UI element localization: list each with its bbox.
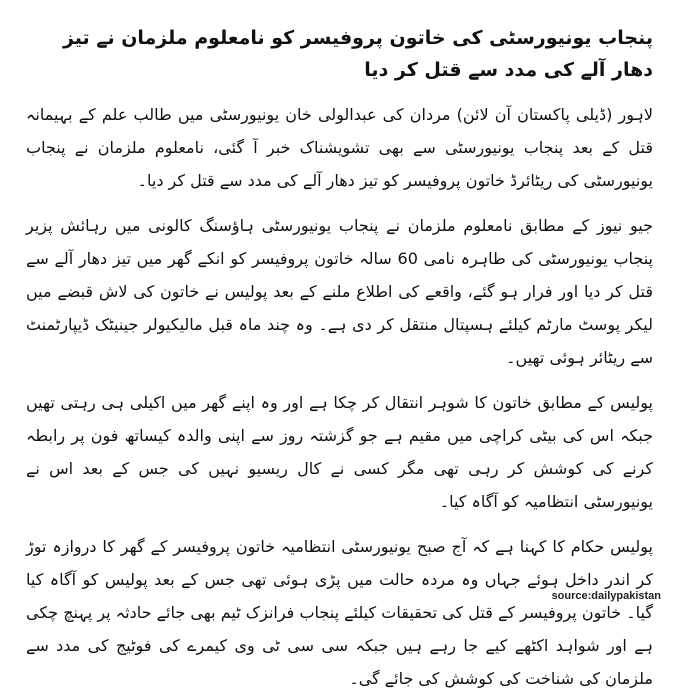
article-paragraph-2: جیو نیوز کے مطابق نامعلوم ملزمان نے پنجاب یونیورسٹی ہاؤسنگ کالونی میں رہائش پزیر پنجاب یونیورسٹی کی طاہرہ نامی 60 سالہ خاتون پروفیسر کو انکے گھر میں تیز دھار آلے سے قتل کر دیا اور فرار ہو گئے، واقعے کی اطلاع ملنے کے بعد پولیس نے خاتون کی لاش قبضے میں لیکر پوسٹ مارٹم کیلئے ہسپتال منتقل کر دی ہے۔ وہ چند ماہ قبل مالیکیولر جینیٹک ڈیپارٹمنٹ سے ریٹائر ہوئی تھیں۔ [26,216,654,367]
article-paragraph-4: پولیس حکام کا کہنا ہے کہ آج صبح یونیورسٹی انتظامیہ خاتون پروفیسر کے گھر کا دروازہ توڑ کر اندر داخل ہوئے جہاں وہ مردہ حالت میں پڑی ہوئی تھی جس کے بعد پولیس کو آگاہ کیا گیا۔ خاتون پروفیسر کے قتل کی تحقیقات کیلئے پنجاب فرانزک ٹیم بھی جائے حادثہ پر پہنچ چکی ہے اور شواہد اکٹھے کیے جا رہے ہیں جبکہ سی سی ٹی وی کیمرے کی فوٹیج کی مدد سے ملزمان کی شناخت کی کوشش کی جائے گی۔ [26,537,654,688]
article-paragraph-3: پولیس کے مطابق خاتون کا شوہر انتقال کر چکا ہے اور وہ اپنے گھر میں اکیلی ہی رہتی تھیں جبکہ اس کی بیٹی کراچی میں مقیم ہے جو گزشتہ روز سے اپنی والدہ کیساتھ فون پر رابطہ کرنے کی کوشش کر رہی تھی مگر کسی نے کال ریسیو نہیں کی جس کے بعد اس نے یونیورسٹی انتظامیہ کو آگاہ کیا۔ [26,393,653,511]
article-paragraph-1: لاہور (ڈیلی پاکستان آن لائن) مردان کی عبدالولی خان یونیورسٹی میں طالب علم کے بہیمانہ قتل کے بعد پنجاب یونیورسٹی سے بھی تشویشناک خبر آ گئی، نامعلوم ملزمان نے پنجاب یونیورسٹی کی ریٹائرڈ خاتون پروفیسر کو تیز دھار آلے کی مدد سے قتل کر دیا۔ [26,105,653,190]
source-credit: source:dailypakistan [551,590,661,602]
article-headline: پنجاب یونیورسٹی کی خاتون پروفیسر کو نامعلوم ملزمان نے تیز دھار آلے کی مدد سے قتل کر دیا [62,27,653,81]
